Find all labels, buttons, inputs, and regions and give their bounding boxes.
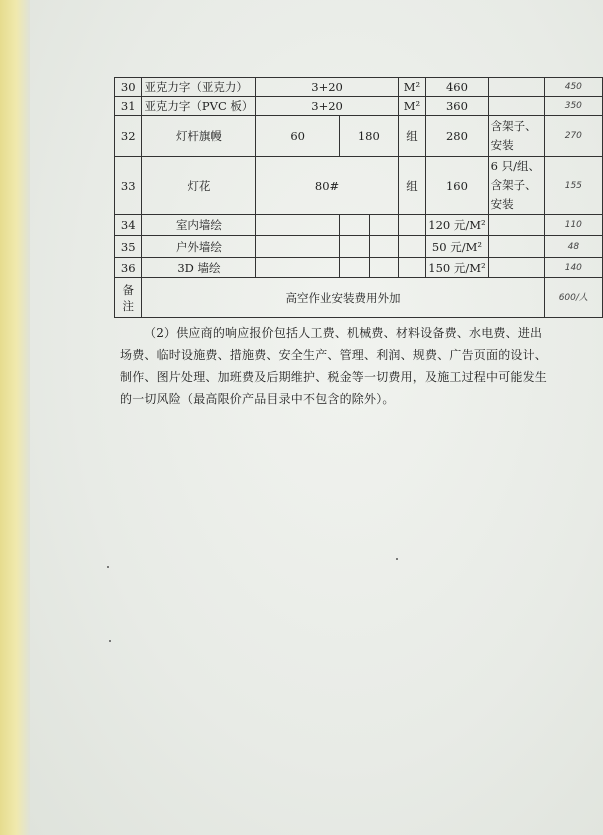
item-spec: 3+20 — [256, 97, 398, 116]
empty-cell — [369, 236, 398, 258]
row-no: 36 — [115, 258, 142, 278]
handwritten-price: 110 — [544, 215, 602, 236]
item-remark — [488, 97, 544, 116]
item-name: 户外墙绘 — [142, 236, 256, 258]
item-unit: 组 — [398, 116, 426, 157]
empty-cell — [369, 215, 398, 236]
item-spec: 3+20 — [256, 78, 398, 97]
note-label: 备注 — [115, 278, 142, 318]
empty-cell — [256, 215, 340, 236]
row-no: 32 — [115, 116, 142, 157]
empty-cell — [398, 258, 426, 278]
item-name: 亚克力字（亚克力） — [142, 78, 256, 97]
table-row — [115, 258, 603, 278]
table-row — [115, 78, 603, 97]
row-no: 30 — [115, 78, 142, 97]
handwritten-price: 155 — [544, 157, 602, 215]
empty-cell — [339, 236, 369, 258]
item-price: 120 元/M² — [426, 215, 488, 236]
item-unit: 组 — [398, 157, 426, 215]
item-spec-a: 60 — [256, 116, 340, 157]
price-table — [114, 77, 603, 318]
table-row — [115, 236, 603, 258]
empty-cell — [398, 236, 426, 258]
item-remark — [488, 78, 544, 97]
table-row — [115, 97, 603, 116]
handwritten-price: 48 — [544, 236, 602, 258]
item-price: 50 元/M² — [426, 236, 488, 258]
item-unit: M² — [398, 78, 426, 97]
empty-cell — [369, 258, 398, 278]
item-spec: 80# — [256, 157, 398, 215]
item-price: 460 — [426, 78, 488, 97]
item-name: 室内墙绘 — [142, 215, 256, 236]
empty-cell — [256, 258, 340, 278]
table-row — [115, 116, 603, 157]
row-no: 34 — [115, 215, 142, 236]
handwritten-price: 270 — [544, 116, 602, 157]
row-no: 33 — [115, 157, 142, 215]
table-row — [115, 157, 603, 215]
item-unit: M² — [398, 97, 426, 116]
empty-cell — [339, 258, 369, 278]
table-row — [115, 215, 603, 236]
paragraph-text: （2）供应商的响应报价包括人工费、机械费、材料设备费、水电费、进出场费、临时设施费、措施费、安全生产、管理、利润、规费、广告页面的设计、制作、图片处理、加班费及后期维护、税金等一切费用，及施工过程中可能发生的一切风险（最高限价产品目录中不包含的除外）。 — [120, 326, 548, 406]
row-no: 31 — [115, 97, 142, 116]
terms-paragraph — [120, 322, 550, 410]
item-spec-b: 180 — [339, 116, 398, 157]
scan-speck — [109, 640, 111, 642]
note-text: 高空作业安装费用外加 — [142, 278, 544, 318]
row-no: 35 — [115, 236, 142, 258]
handwritten-price: 450 — [544, 78, 602, 97]
item-price: 160 — [426, 157, 488, 215]
item-price: 280 — [426, 116, 488, 157]
empty-cell — [488, 215, 544, 236]
item-remark: 6 只/组、含架子、安装 — [488, 157, 544, 215]
item-price: 150 元/M² — [426, 258, 488, 278]
scan-edge — [0, 0, 30, 835]
item-name: 灯杆旗幔 — [142, 116, 256, 157]
item-name: 3D 墙绘 — [142, 258, 256, 278]
item-price: 360 — [426, 97, 488, 116]
item-name: 亚克力字（PVC 板） — [142, 97, 256, 116]
handwritten-price: 140 — [544, 258, 602, 278]
item-remark: 含架子、安装 — [488, 116, 544, 157]
item-name: 灯花 — [142, 157, 256, 215]
empty-cell — [256, 236, 340, 258]
handwritten-note: 600/人 — [544, 278, 602, 318]
handwritten-price: 350 — [544, 97, 602, 116]
scan-speck — [396, 558, 398, 560]
scan-speck — [107, 566, 109, 568]
empty-cell — [488, 258, 544, 278]
empty-cell — [339, 215, 369, 236]
empty-cell — [398, 215, 426, 236]
table-row — [115, 278, 603, 318]
empty-cell — [488, 236, 544, 258]
